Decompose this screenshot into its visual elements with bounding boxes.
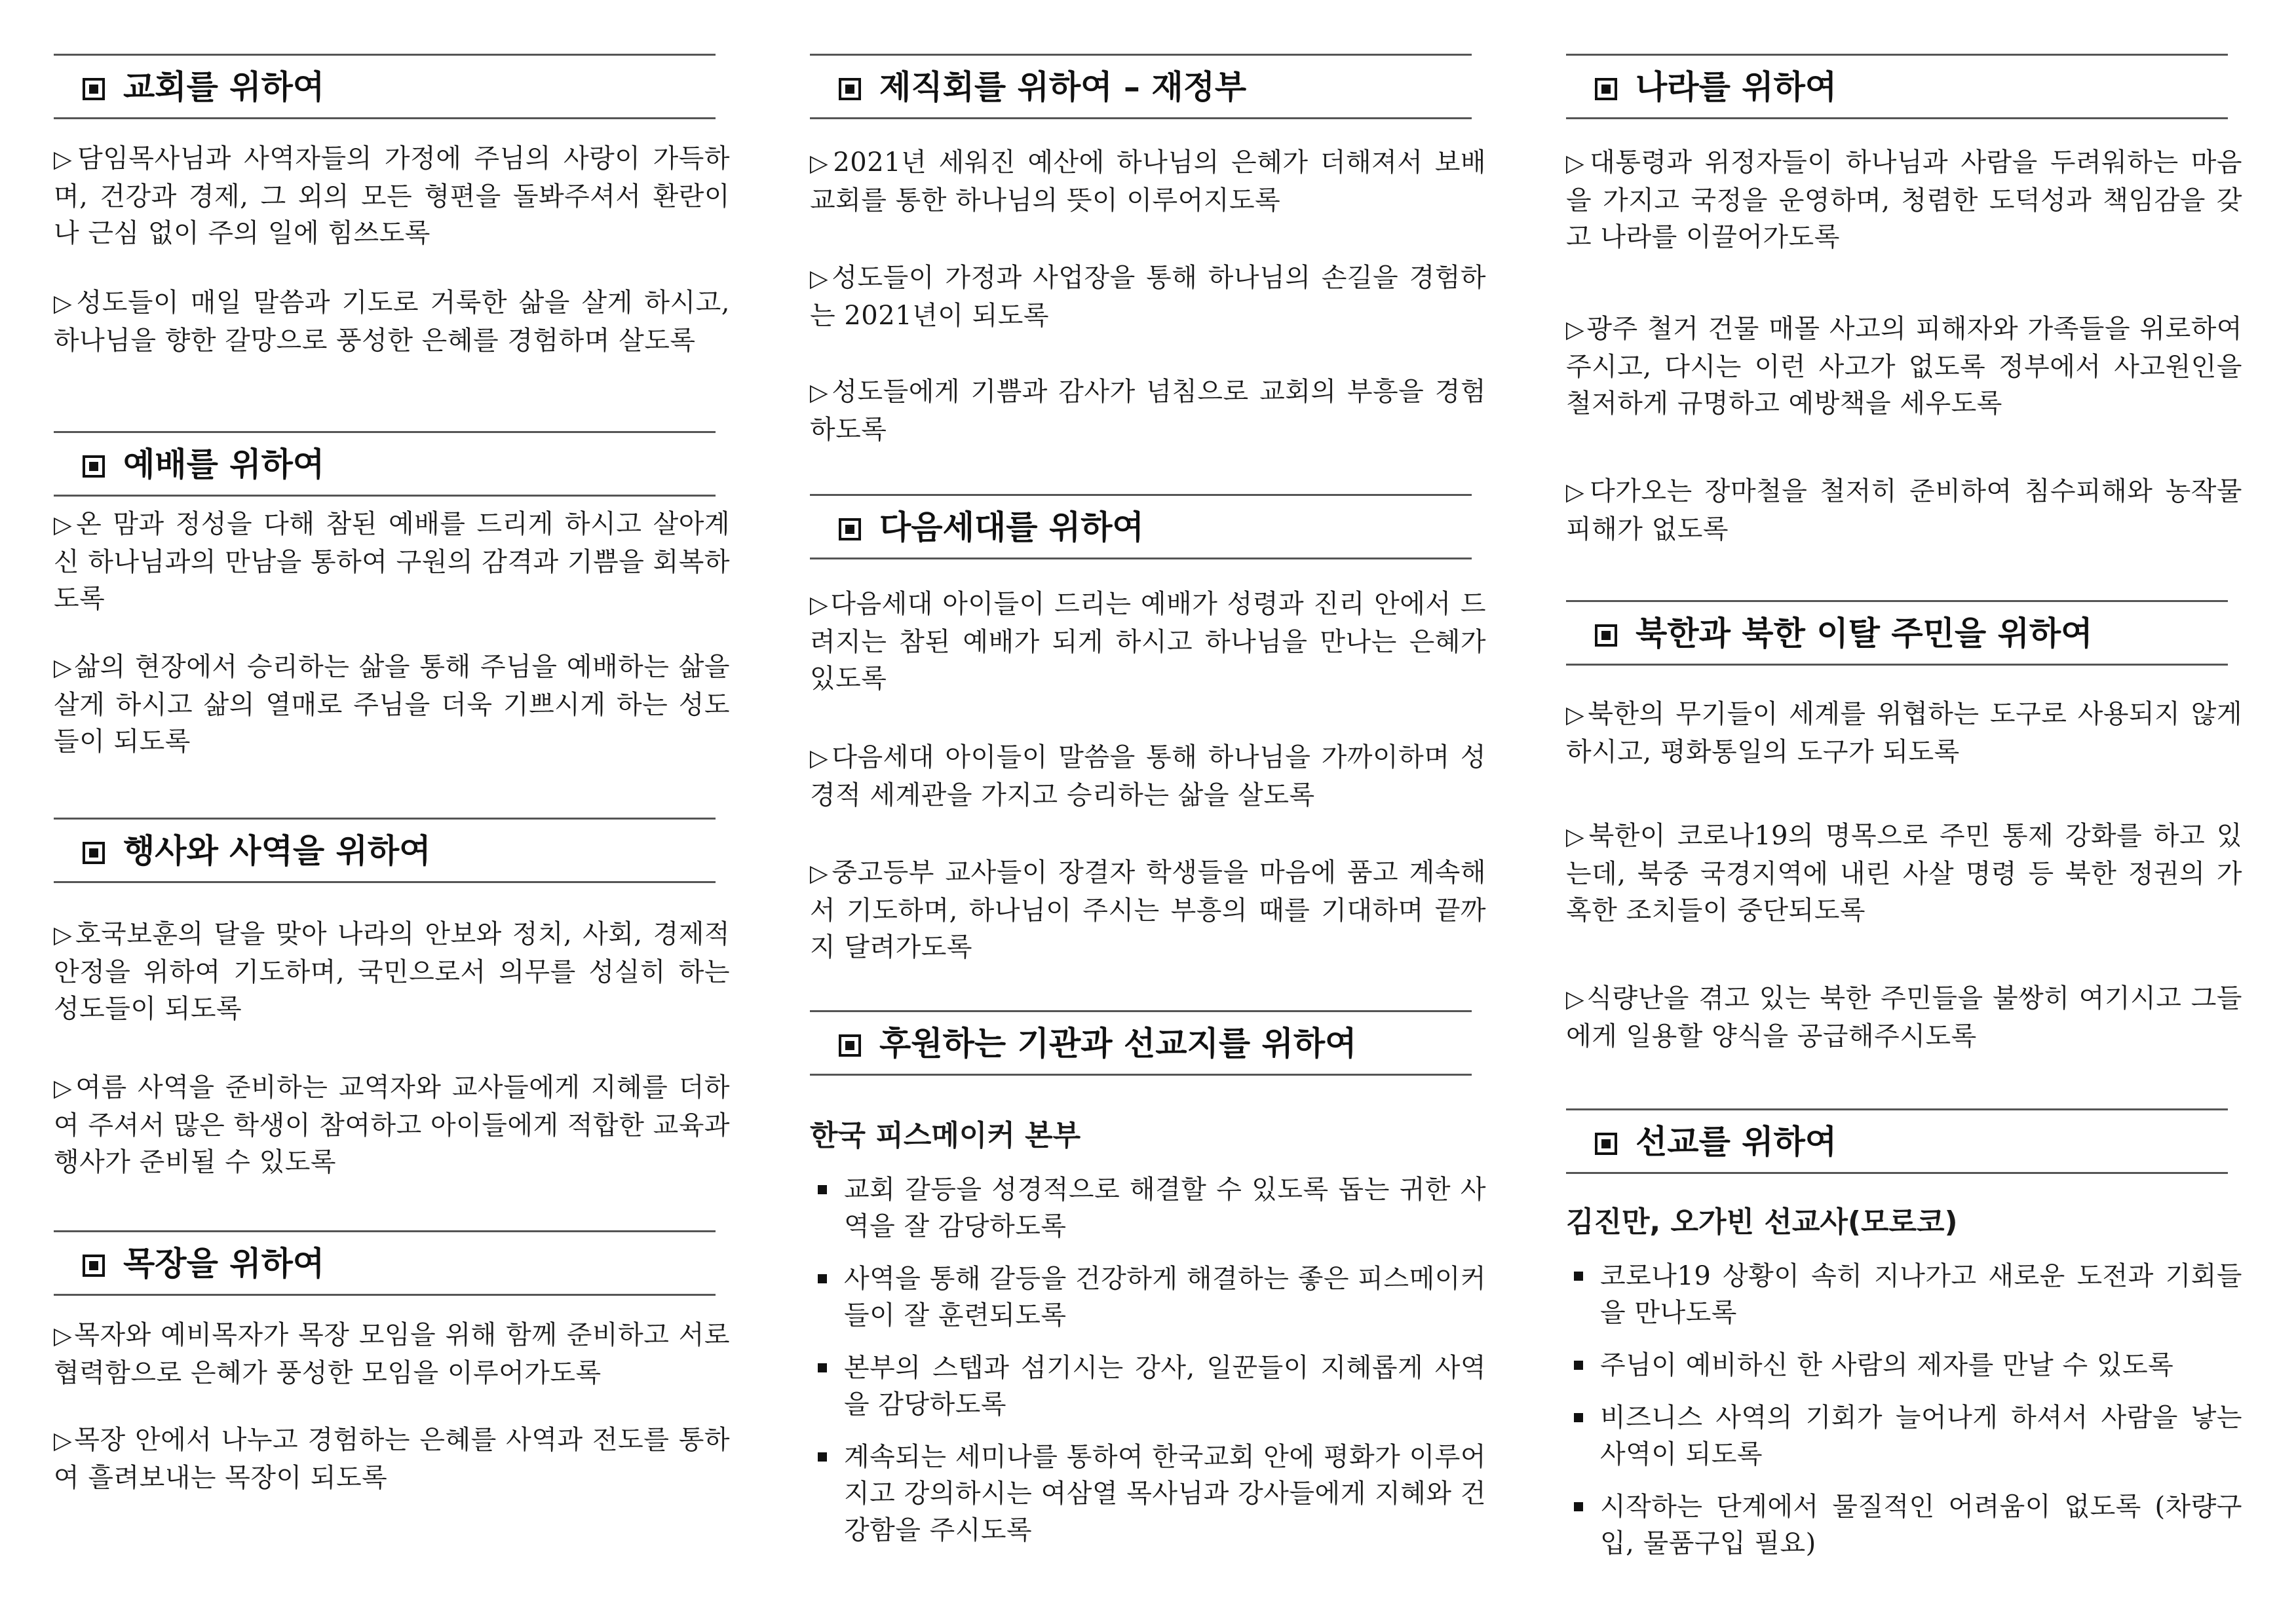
square-bullet-icon: [1595, 624, 1617, 647]
section-title: 제직회를 위하여 – 재정부: [879, 68, 1247, 106]
list-item: 주님이 예비하신 한 사람의 제자를 만날 수 있도록: [1566, 1347, 2242, 1384]
section-title: 행사와 사역을 위하여: [123, 832, 431, 870]
triangle-bullet-icon: ▷: [54, 1427, 73, 1454]
prayer-item: ▷북한이 코로나19의 명목으로 주민 통제 강화를 하고 있는데, 북중 국경지역에 내린 사살 명령 등 북한 정권의 가혹한 조치들이 중단되도록: [1566, 821, 2243, 926]
support-list: [810, 1171, 1486, 1564]
list-item: 교회 갈등을 성경적으로 해결할 수 있도록 돕는 귀한 사역을 잘 감당하도록: [810, 1171, 1486, 1245]
prayer-item: ▷목장 안에서 나누고 경험하는 은혜를 사역과 전도를 통하여 흘려보내는 목장이 되도록: [54, 1425, 730, 1493]
square-bullet-icon: [839, 1034, 861, 1057]
triangle-bullet-icon: ▷: [1566, 479, 1589, 506]
triangle-bullet-icon: ▷: [54, 1075, 75, 1102]
triangle-bullet-icon: ▷: [810, 265, 831, 292]
prayer-item: ▷온 맘과 정성을 다해 참된 예배를 드리게 하시고 살아계신 하나님과의 만남을 통하여 구원의 감격과 기쁨을 회복하도록: [54, 509, 730, 614]
section-header-nation: [1566, 54, 2228, 119]
missionary-name: 김진만, 오가빈 선교사(모로코): [1566, 1205, 1958, 1239]
section-header-missions: [1566, 1108, 2228, 1174]
section-title: 목장을 위하여: [123, 1245, 325, 1283]
section-header-worship: [54, 431, 716, 497]
section-title: 후원하는 기관과 선교지를 위하여: [879, 1025, 1357, 1063]
prayer-item: ▷목자와 예비목자가 목장 모임을 위해 함께 준비하고 서로 협력함으로 은혜가 풍성한 모임을 이루어가도록: [54, 1320, 730, 1388]
list-item: 사역을 통해 갈등을 건강하게 해결하는 좋은 피스메이커들이 잘 훈련되도록: [810, 1260, 1486, 1334]
prayer-item: ▷대통령과 위정자들이 하나님과 사람을 두려워하는 마음을 가지고 국정을 운영하며, 청렴한 도덕성과 책임감을 갖고 나라를 이끌어가도록: [1566, 147, 2242, 252]
prayer-item: ▷여름 사역을 준비하는 교역자와 교사들에게 지혜를 더하여 주셔서 많은 학생이 참여하고 아이들에게 적합한 교육과 행사가 준비될 수 있도록: [54, 1072, 730, 1177]
prayer-item: ▷성도들이 가정과 사업장을 통해 하나님의 손길을 경험하는 2021년이 되도록: [810, 263, 1486, 331]
prayer-item: ▷호국보훈의 달을 맞아 나라의 안보와 정치, 사회, 경제적 안정을 위하여 기도하며, 국민으로서 의무를 성실히 하는 성도들이 되도록: [54, 919, 731, 1024]
list-item: 비즈니스 사역의 기회가 늘어나게 하셔서 사람을 낳는 사역이 되도록: [1566, 1399, 2242, 1473]
triangle-bullet-icon: ▷: [54, 146, 77, 173]
square-bullet-icon: [839, 78, 861, 100]
triangle-bullet-icon: ▷: [54, 512, 75, 538]
missions-list: [1566, 1258, 2242, 1577]
triangle-bullet-icon: ▷: [810, 150, 832, 177]
prayer-item: ▷삶의 현장에서 승리하는 삶을 통해 주님을 예배하는 삶을 살게 하시고 삶의 열매로 주님을 더욱 기쁘시게 하는 성도들이 되도록: [54, 652, 730, 757]
prayer-item: ▷중고등부 교사들이 장결자 학생들을 마음에 품고 계속해서 기도하며, 하나님이 주시는 부흥의 때를 기대하며 끝까지 달려가도록: [810, 858, 1486, 962]
prayer-item: ▷광주 철거 건물 매몰 사고의 피해자와 가족들을 위로하여 주시고, 다시는 이런 사고가 없도록 정부에서 사고원인을 철저하게 규명하고 예방책을 세우도록: [1566, 314, 2242, 419]
section-header-church: [54, 54, 716, 119]
triangle-bullet-icon: ▷: [1566, 823, 1588, 850]
prayer-item: ▷식량난을 겪고 있는 북한 주민들을 불쌍히 여기시고 그들에게 일용할 양식을 공급해주시도록: [1566, 983, 2242, 1051]
square-bullet-icon: [839, 518, 861, 540]
section-header-cell-group: [54, 1230, 716, 1296]
triangle-bullet-icon: ▷: [54, 654, 73, 681]
prayer-item: ▷다음세대 아이들이 드리는 예배가 성령과 진리 안에서 드려지는 참된 예배가 되게 하시고 하나님을 만나는 은혜가 있도록: [810, 589, 1486, 694]
triangle-bullet-icon: ▷: [1566, 702, 1587, 728]
prayer-item: ▷성도들에게 기쁨과 감사가 넘침으로 교회의 부흥을 경험하도록: [810, 377, 1486, 445]
prayer-item: ▷담임목사님과 사역자들의 가정에 주님의 사랑이 가득하며, 건강과 경제, 그 외의 모든 형편을 돌봐주셔서 환란이나 근심 없이 주의 일에 힘쓰도록: [54, 143, 730, 248]
organization-name: 한국 피스메이커 본부: [810, 1119, 1081, 1152]
square-bullet-icon: [83, 1255, 105, 1277]
prayer-item: ▷성도들이 매일 말씀과 기도로 거룩한 삶을 살게 하시고, 하나님을 향한 갈망으로 풍성한 은혜를 경험하며 살도록: [54, 288, 730, 356]
triangle-bullet-icon: ▷: [1566, 986, 1586, 1013]
section-header-missions-support: [810, 1010, 1472, 1076]
list-item: 계속되는 세미나를 통하여 한국교회 안에 평화가 이루어지고 강의하시는 여삼열 목사님과 강사들에게 지혜와 건강함을 주시도록: [810, 1439, 1486, 1549]
list-item: 본부의 스텝과 섬기시는 강사, 일꾼들이 지혜롭게 사역을 감당하도록: [810, 1350, 1486, 1423]
triangle-bullet-icon: ▷: [54, 922, 74, 949]
section-header-finance: [810, 54, 1472, 119]
section-header-north-korea: [1566, 600, 2228, 666]
list-item: 코로나19 상황이 속히 지나가고 새로운 도전과 기회들을 만나도록: [1566, 1258, 2242, 1331]
section-title: 교회를 위하여: [123, 68, 325, 106]
square-bullet-icon: [1595, 1133, 1617, 1155]
section-title: 선교를 위하여: [1636, 1123, 1837, 1161]
triangle-bullet-icon: ▷: [810, 379, 831, 406]
triangle-bullet-icon: ▷: [810, 860, 831, 887]
prayer-item: ▷2021년 세워진 예산에 하나님의 은혜가 더해져서 보배교회를 통한 하나님의 뜻이 이루어지도록: [810, 147, 1487, 216]
triangle-bullet-icon: ▷: [810, 745, 831, 772]
section-title: 나라를 위하여: [1636, 68, 1837, 106]
triangle-bullet-icon: ▷: [54, 290, 75, 317]
square-bullet-icon: [83, 455, 105, 478]
section-title: 예배를 위하여: [123, 445, 325, 483]
square-bullet-icon: [1595, 78, 1617, 100]
section-title: 다음세대를 위하여: [879, 508, 1144, 546]
section-header-events: [54, 818, 716, 883]
triangle-bullet-icon: ▷: [54, 1323, 73, 1350]
triangle-bullet-icon: ▷: [810, 592, 830, 618]
prayer-item: ▷다음세대 아이들이 말씀을 통해 하나님을 가까이하며 성경적 세계관을 가지고 승리하는 삶을 살도록: [810, 742, 1486, 810]
section-header-next-generation: [810, 494, 1472, 559]
square-bullet-icon: [83, 842, 105, 864]
prayer-item: ▷다가오는 장마철을 철저히 준비하여 침수피해와 농작물 피해가 없도록: [1566, 476, 2242, 544]
section-title: 북한과 북한 이탈 주민을 위하여: [1636, 614, 2093, 652]
prayer-item: ▷북한의 무기들이 세계를 위협하는 도구로 사용되지 않게 하시고, 평화통일의 도구가 되도록: [1566, 699, 2242, 767]
list-item: 시작하는 단계에서 물질적인 어려움이 없도록 (차량구입, 물품구입 필요): [1566, 1488, 2242, 1562]
triangle-bullet-icon: ▷: [1566, 316, 1586, 343]
triangle-bullet-icon: ▷: [1566, 150, 1589, 177]
square-bullet-icon: [83, 78, 105, 100]
